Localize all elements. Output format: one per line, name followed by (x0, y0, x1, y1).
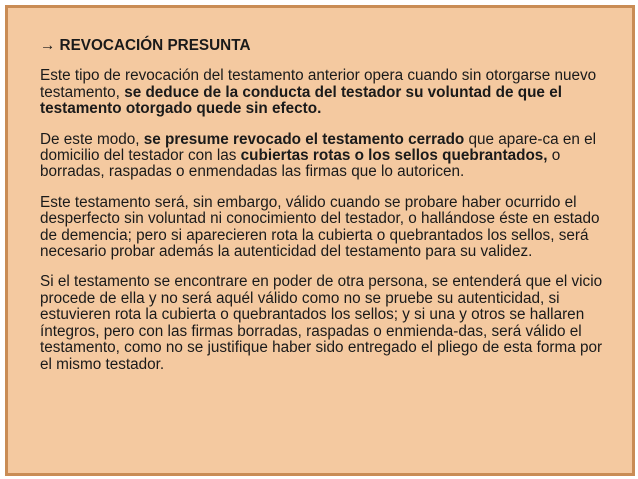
slide-body (40, 38, 616, 373)
slide-heading: → REVOCACIÓN PRESUNTA (40, 37, 251, 54)
paragraph-1 (40, 68, 616, 117)
paragraph-1-text: Este tipo de revocación del testamento anterior opera cuando sin otorgarse nuevo testamento, (40, 67, 597, 101)
paragraph-3: Este testamento será, sin embargo, válido cuando se probare haber ocurrido el desperfecto sin voluntad ni conocimiento del testador, o hallándose éste en estado de demencia; pero si aparecieren rota la cubierta o quebrantados los sellos, será necesario probar además la autenticidad del testamento para su validez. (40, 193, 600, 261)
paragraph-1-emphasis: se deduce de la conducta del testador su voluntad de que el testamento otorgado quede sin efecto. (40, 83, 562, 118)
paragraph-2-emphasis-a: se presume revocado el testamento cerrado (143, 130, 465, 148)
paragraph-2-emphasis-b: cubiertas rotas o los sellos quebrantados, (240, 147, 548, 165)
paragraph-2-text-a: De este modo, (40, 130, 144, 148)
paragraph-2-text-b: que apare-ca en el domicilio del testador con las (40, 130, 597, 165)
paragraph-2 (40, 132, 616, 181)
content-panel (5, 5, 635, 476)
paragraph-2-text-c: o borradas, raspadas o enmendadas las firmas que lo autoricen. (40, 147, 561, 181)
paragraph-4: Si el testamento se encontrare en poder de otra persona, se entenderá que el vicio procede de ella y no será aquél válido como no se pruebe su autenticidad, si estuvieren rota la cubierta o quebrantados los sellos; y si una y otros se hallaren íntegros, pero con las firmas borradas, raspadas o enmienda-das, será válido el testamento, como no se justifique haber sido entregado el pliego de esta forma por el mismo testador. (40, 273, 603, 373)
